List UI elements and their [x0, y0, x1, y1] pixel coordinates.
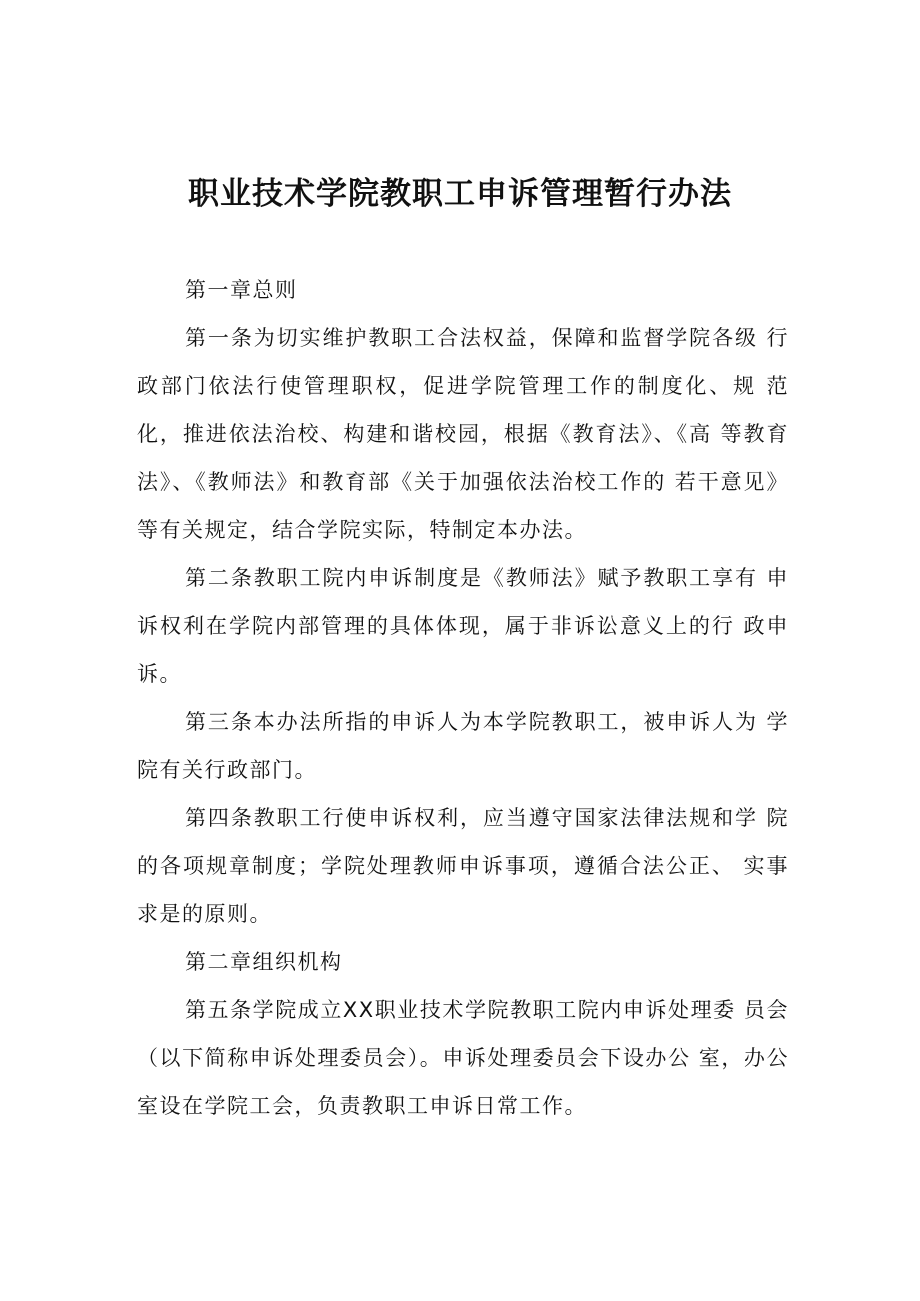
- article-2: 第二条教职工院内申诉制度是《教师法》赋予教职工享有 申诉权利在学院内部管理的具体体现，属于非诉讼意义上的行 政申诉。: [137, 566, 789, 686]
- article-4: 第四条教职工行使申诉权利，应当遵守国家法律法规和学 院的各项规章制度；学院处理教师申诉事项，遵循合法公正、 实事求是的原则。: [137, 806, 789, 926]
- article-3: 第三条本办法所指的申诉人为本学院教职工，被申诉人为 学院有关行政部门。: [137, 710, 789, 782]
- document-body: [137, 266, 789, 1130]
- chapter-heading-2: 第二章组织机构: [185, 950, 343, 974]
- document-title: 职业技术学院教职工申诉管理暂行办法: [188, 176, 732, 212]
- chapter-heading-1: 第一章总则: [185, 278, 298, 302]
- article-1: 第一条为切实维护教职工合法权益，保障和监督学院各级 行政部门依法行使管理职权，促进学院管理工作的制度化、规 范化，推进依法治校、构建和谐校园，根据《教育法》、《高 等教育法》、《教师法》和教育部《关于加强依法治校工作的 若干意见》等有关规定，结合学院实际，特制定本办法。: [137, 326, 789, 542]
- article-5: 第五条学院成立XX职业技术学院教职工院内申诉处理委 员会（以下简称申诉处理委员会）。申诉处理委员会下设办公 室，办公室设在学院工会，负责教职工申诉日常工作。: [137, 998, 789, 1118]
